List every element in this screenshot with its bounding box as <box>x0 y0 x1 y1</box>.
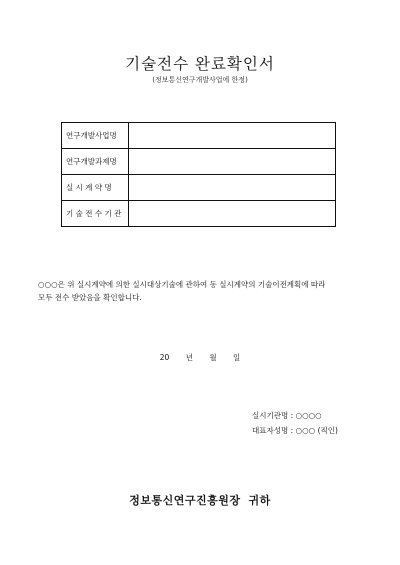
recipient-honorific: 귀하 <box>248 494 271 507</box>
representative-label: 대표자성명 <box>252 426 289 435</box>
research-project-label: 연구개발과제명 <box>62 149 129 175</box>
info-table <box>61 122 336 227</box>
statement-line-2: 모두 전수 받았음을 확인합니다. <box>38 293 142 302</box>
transfer-organization-label: 기 술 전 수 기 관 <box>62 201 129 227</box>
statement-line-1: ○○○은 위 실시계약에 의한 실시대상기술에 관하여 동 실시계약의 기술이전계획에 따라 <box>38 280 326 289</box>
license-contract-value <box>129 175 336 201</box>
table-row <box>62 175 336 201</box>
date-line <box>0 353 400 363</box>
organization-separator: : <box>290 411 294 420</box>
date-month-unit: 월 <box>209 353 217 362</box>
representative-separator: : <box>290 426 294 435</box>
document-title: 기술전수 완료확인서 <box>125 55 275 73</box>
organization-row <box>252 408 338 423</box>
license-contract-label: 실 시 계 약 명 <box>62 175 129 201</box>
recipient-name: 정보통신연구진흥원장 <box>129 494 241 507</box>
recipient-line <box>0 494 400 508</box>
representative-value: ○○○ (직인) <box>295 426 338 435</box>
organization-label: 실시기관명 <box>252 411 289 420</box>
document-subtitle: (정보통신연구개발사업에 한정) <box>152 76 248 84</box>
research-project-value <box>129 149 336 175</box>
confirmation-statement <box>38 278 368 304</box>
date-year-unit: 년 <box>185 353 193 362</box>
table-row <box>62 201 336 227</box>
table-row <box>62 123 336 149</box>
date-day-unit: 일 <box>232 353 241 362</box>
representative-row <box>252 423 338 438</box>
table-row <box>62 149 336 175</box>
research-program-label: 연구개발사업명 <box>62 123 129 149</box>
transfer-organization-value <box>129 201 336 227</box>
date-year: 20 <box>159 353 170 362</box>
signature-block <box>252 408 338 438</box>
research-program-value <box>129 123 336 149</box>
organization-value: ○○○○ <box>295 411 322 420</box>
